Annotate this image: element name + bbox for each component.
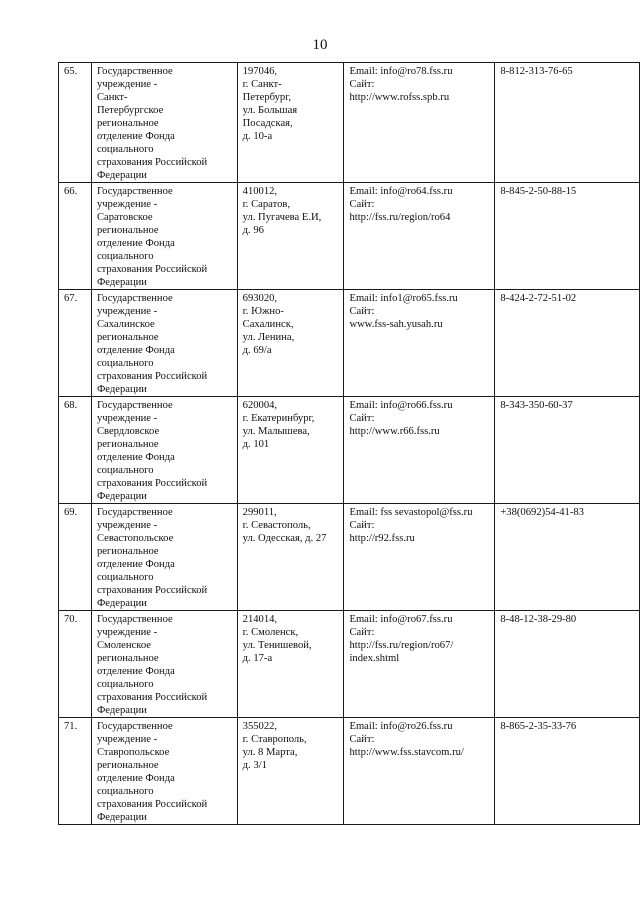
phone-number: 8-812-313-76-65: [495, 63, 640, 183]
email-website: Email: info@ro67.fss.ru Сайт: http://fss.ru/region/ro67/ index.shtml: [344, 611, 495, 718]
postal-address: 693020, г. Южно- Сахалинск, ул. Ленина, д. 69/а: [237, 290, 344, 397]
phone-number: 8-865-2-35-33-76: [495, 718, 640, 825]
row-number: 67.: [59, 290, 92, 397]
row-number: 66.: [59, 183, 92, 290]
table-row: [59, 718, 640, 825]
email-website: Email: info@ro66.fss.ru Сайт: http://www.r66.fss.ru: [344, 397, 495, 504]
table-row: [59, 504, 640, 611]
postal-address: 214014, г. Смоленск, ул. Тенишевой, д. 17-а: [237, 611, 344, 718]
regional-offices-table: [58, 62, 640, 825]
row-number: 68.: [59, 397, 92, 504]
email-website: Email: fss sevastopol@fss.ru Сайт: http://r92.fss.ru: [344, 504, 495, 611]
table-row: [59, 290, 640, 397]
row-number: 71.: [59, 718, 92, 825]
office-name: Государственное учреждение - Санкт- Петербургское региональное отделение Фонда социального страхования Российской Федерации: [91, 63, 237, 183]
table-row: [59, 397, 640, 504]
postal-address: 299011, г. Севастополь, ул. Одесская, д. 27: [237, 504, 344, 611]
phone-number: 8-343-350-60-37: [495, 397, 640, 504]
office-name: Государственное учреждение - Свердловское региональное отделение Фонда социального страхования Российской Федерации: [91, 397, 237, 504]
office-name: Государственное учреждение - Ставропольское региональное отделение Фонда социального страхования Российской Федерации: [91, 718, 237, 825]
table-row: [59, 63, 640, 183]
email-website: Email: info@ro78.fss.ru Сайт: http://www.rofss.spb.ru: [344, 63, 495, 183]
postal-address: 197046, г. Санкт- Петербург, ул. Большая Посадская, д. 10-а: [237, 63, 344, 183]
office-name: Государственное учреждение - Саратовское региональное отделение Фонда социального страхования Российской Федерации: [91, 183, 237, 290]
phone-number: 8-48-12-38-29-80: [495, 611, 640, 718]
postal-address: 355022, г. Ставрополь, ул. 8 Марта, д. 3/1: [237, 718, 344, 825]
phone-number: 8-424-2-72-51-02: [495, 290, 640, 397]
office-name: Государственное учреждение - Сахалинское региональное отделение Фонда социального страхования Российской Федерации: [91, 290, 237, 397]
row-number: 65.: [59, 63, 92, 183]
postal-address: 410012, г. Саратов, ул. Пугачева Е.И, д. 96: [237, 183, 344, 290]
email-website: Email: info@ro64.fss.ru Сайт: http://fss.ru/region/ro64: [344, 183, 495, 290]
phone-number: +38(0692)54-41-83: [495, 504, 640, 611]
row-number: 70.: [59, 611, 92, 718]
phone-number: 8-845-2-50-88-15: [495, 183, 640, 290]
email-website: Email: info@ro26.fss.ru Сайт: http://www.fss.stavcom.ru/: [344, 718, 495, 825]
office-name: Государственное учреждение - Смоленское региональное отделение Фонда социального страхования Российской Федерации: [91, 611, 237, 718]
postal-address: 620004, г. Екатеринбург, ул. Малышева, д. 101: [237, 397, 344, 504]
table-row: [59, 183, 640, 290]
table-row: [59, 611, 640, 718]
email-website: Email: info1@ro65.fss.ru Сайт: www.fss-sah.yusah.ru: [344, 290, 495, 397]
office-name: Государственное учреждение - Севастопольское региональное отделение Фонда социального страхования Российской Федерации: [91, 504, 237, 611]
row-number: 69.: [59, 504, 92, 611]
page-number: 10: [312, 37, 328, 53]
